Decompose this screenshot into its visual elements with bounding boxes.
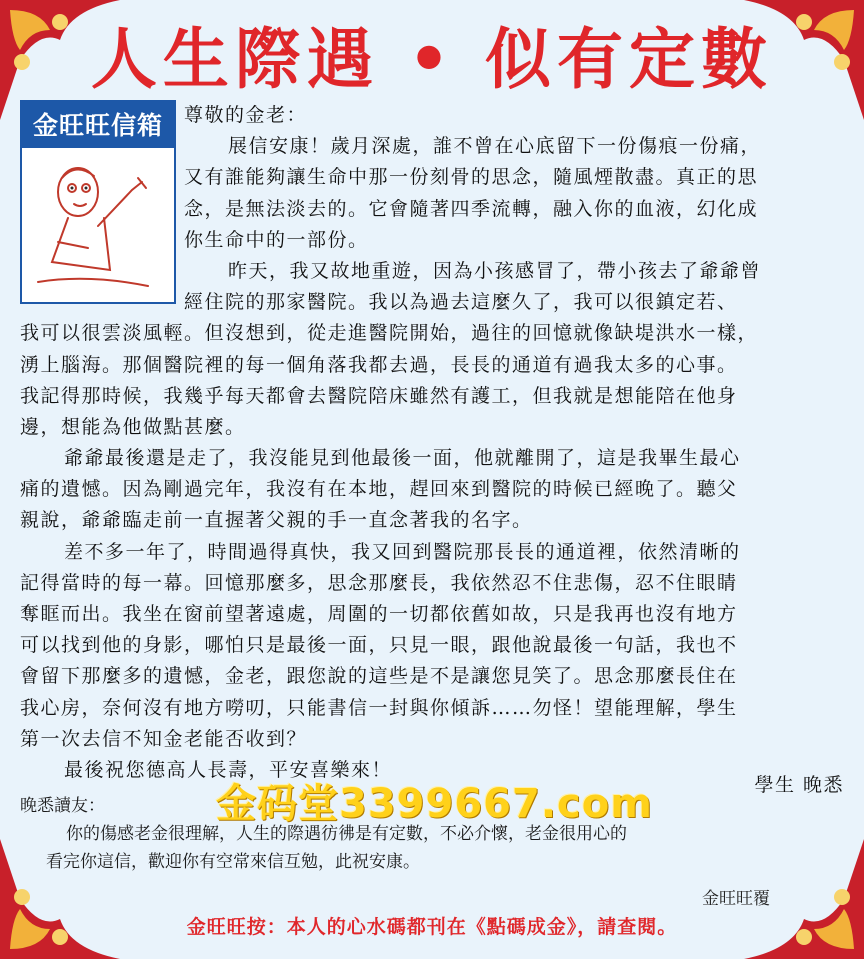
letter-salutation: 尊敬的金老： [184,104,308,126]
letter-line: 可以找到他的身影，哪怕只是最後一面，只見一眼，跟他說最後一句話，我也不 [20,634,738,657]
letter-line: 痛的遺憾。因為剛過完年，我沒有在本地，趕回來到醫院的時候已經晚了。聽父 [20,478,738,501]
reply-line: 你的傷感老金很理解，人生的際遇彷彿是有定數，不必介懷，老金很用心的 [66,824,627,844]
reply-line: 看完你這信，歡迎你有空常來信互勉，此祝安康。 [46,852,420,872]
reply-greeting: 晚悉讀友： [20,796,105,816]
letter-line: 爺爺最後還是走了，我沒能見到他最後一面，他就離開了，這是我畢生最心 [64,447,741,470]
letter-line: 差不多一年了，時間過得真快，我又回到醫院那長長的通道裡，依然清晰的 [64,540,741,563]
letter-line: 最後祝您德高人長壽，平安喜樂來！ [64,758,393,781]
site-watermark: 金码堂3399667.com [216,781,653,827]
letter-line: 經住院的那家醫院。我以為過去這麼久了，我可以很鎮定若、 [184,291,738,314]
letter-line: 記得當時的每一幕。回憶那麼多，思念那麼長，我依然忍不住悲傷，忍不住眼睛 [20,571,738,594]
letter-line: 第一次去信不知金老能否收到？ [20,727,308,750]
letter-line: 奪眶而出。我坐在窗前望著遠處，周圍的一切都依舊如故，只是我再也沒有地方 [20,603,738,625]
letter-line: 親說，爺爺臨走前一直握著父親的手一直念著我的名字。 [20,509,533,532]
letter-line: 會留下那麼多的遺憾，金老，跟您說的這些是不是讓您見笑了。思念那麼長住在 [20,665,738,688]
letter-line: 邊，想能為他做點甚麼。 [20,415,246,438]
letter-signature: 學生 晚悉 [754,774,844,796]
footer-note: 金旺旺按：本人的心水碼都刊在《點碼成金》，請查閱。 [186,916,678,938]
letter-line: 你生命中的一部份。 [184,228,369,251]
letter-line: 昨天，我又故地重遊，因為小孩感冒了，帶小孩去了爺爺曾 [228,259,762,282]
letter-line: 展信安康！歲月深處，誰不曾在心底留下一份傷痕一份痛， [228,135,762,158]
letter-line: 念，是無法淡去的。它會隨著四季流轉，融入你的血液，幻化成 [184,197,759,220]
reply-signature: 金旺旺覆 [702,889,770,909]
letter-line: 又有誰能夠讓生命中那一份刻骨的思念，隨風煙散盡。真正的思 [184,166,759,189]
mailbox-header: 金旺旺信箱 [22,102,174,148]
page-title: 人生際遇 • 似有定數 [90,21,774,98]
letter-body [20,100,846,786]
letter-line: 我記得那時候，我幾乎每天都會去醫院陪床雖然有護工，但我就是想能陪在他身 [20,384,738,407]
letter-line: 我可以很雲淡風輕。但沒想到，從走進醫院開始，過往的回憶就像缺堤洪水一樣， [20,322,759,345]
letter-line: 湧上腦海。那個醫院裡的每一個角落我都去過，長長的通道有過我太多的心事。 [20,353,738,376]
letter-line: 我心房，奈何沒有地方嘮叨，只能書信一封與你傾訴……勿怪！望能理解，學生 [20,696,738,719]
